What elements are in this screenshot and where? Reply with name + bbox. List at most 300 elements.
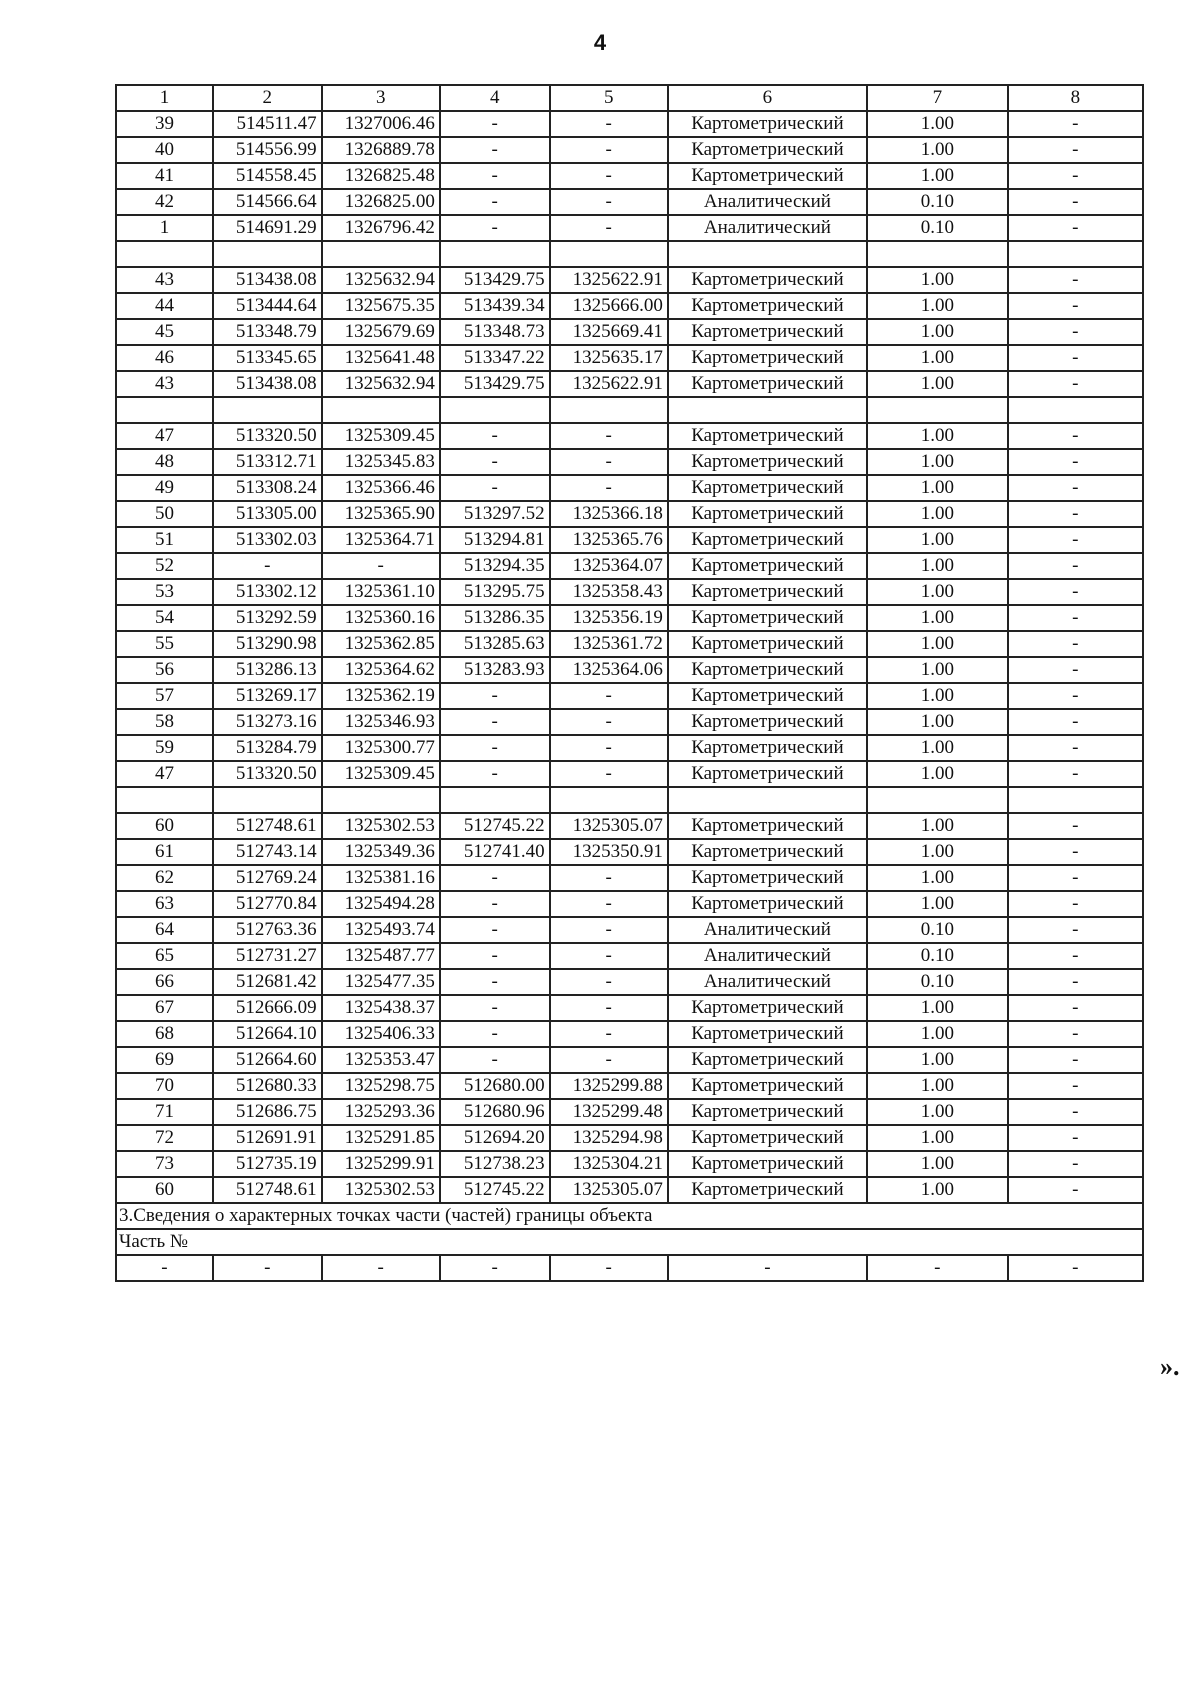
table-cell: Картометрический — [668, 475, 867, 501]
table-cell: - — [1008, 683, 1143, 709]
table-cell: Картометрический — [668, 137, 867, 163]
table-cell: 513438.08 — [213, 371, 322, 397]
table-cell: 512666.09 — [213, 995, 322, 1021]
table-row — [116, 943, 1143, 969]
table-cell: 53 — [116, 579, 213, 605]
table-cell: 41 — [116, 163, 213, 189]
table-cell: 513292.59 — [213, 605, 322, 631]
table-cell — [550, 241, 668, 267]
table-cell — [116, 241, 213, 267]
table-cell: 1.00 — [867, 657, 1008, 683]
column-header: 4 — [440, 85, 550, 111]
table-row — [116, 163, 1143, 189]
table-cell: 513294.35 — [440, 553, 550, 579]
table-cell: - — [1008, 293, 1143, 319]
table-cell: 512680.00 — [440, 1073, 550, 1099]
table-cell — [867, 397, 1008, 423]
table-cell: 0.10 — [867, 215, 1008, 241]
table-cell: 1325494.28 — [322, 891, 440, 917]
table-row — [116, 605, 1143, 631]
table-cell: - — [1008, 995, 1143, 1021]
table-cell: - — [550, 449, 668, 475]
table-cell: 61 — [116, 839, 213, 865]
table-row — [116, 319, 1143, 345]
table-cell — [550, 397, 668, 423]
table-cell: 1325304.21 — [550, 1151, 668, 1177]
table-cell: Картометрический — [668, 657, 867, 683]
table-cell: 1325299.91 — [322, 1151, 440, 1177]
table-cell: 513312.71 — [213, 449, 322, 475]
table-row — [116, 423, 1143, 449]
table-row — [116, 1021, 1143, 1047]
table-cell: 43 — [116, 267, 213, 293]
table-cell: 63 — [116, 891, 213, 917]
table-cell: 1325438.37 — [322, 995, 440, 1021]
table-row — [116, 813, 1143, 839]
table-cell: - — [1008, 527, 1143, 553]
table-cell: 1.00 — [867, 839, 1008, 865]
table-row — [116, 345, 1143, 371]
table-cell — [867, 241, 1008, 267]
table-cell: 513283.93 — [440, 657, 550, 683]
table-cell: 51 — [116, 527, 213, 553]
table-cell: - — [1008, 1255, 1143, 1281]
table-cell: 46 — [116, 345, 213, 371]
separator-row — [116, 787, 1143, 813]
table-cell: - — [550, 683, 668, 709]
table-cell: - — [1008, 761, 1143, 787]
table-cell: 512738.23 — [440, 1151, 550, 1177]
table-cell: 1325641.48 — [322, 345, 440, 371]
table-cell: 1325305.07 — [550, 1177, 668, 1203]
table-cell: 513444.64 — [213, 293, 322, 319]
table-cell: 44 — [116, 293, 213, 319]
table-cell: 512741.40 — [440, 839, 550, 865]
table-row — [116, 1125, 1143, 1151]
table-cell: 57 — [116, 683, 213, 709]
table-cell — [322, 241, 440, 267]
table-cell: Картометрический — [668, 1151, 867, 1177]
table-cell: 513273.16 — [213, 709, 322, 735]
table-row — [116, 1099, 1143, 1125]
table-row — [116, 449, 1143, 475]
table-cell: - — [440, 1047, 550, 1073]
table-cell: 513438.08 — [213, 267, 322, 293]
table-row — [116, 631, 1143, 657]
table-cell: 1325361.72 — [550, 631, 668, 657]
table-cell: 52 — [116, 553, 213, 579]
table-row — [116, 293, 1143, 319]
table-row — [116, 215, 1143, 241]
table-cell: 0.10 — [867, 943, 1008, 969]
table-cell: - — [550, 1047, 668, 1073]
table-cell: 42 — [116, 189, 213, 215]
table-cell: - — [1008, 475, 1143, 501]
table-cell: 1325361.10 — [322, 579, 440, 605]
table-cell: 1325364.07 — [550, 553, 668, 579]
table-row — [116, 501, 1143, 527]
table-row — [116, 917, 1143, 943]
table-cell: - — [440, 1255, 550, 1281]
table-row — [116, 1151, 1143, 1177]
table-cell: - — [550, 917, 668, 943]
table-cell: 1.00 — [867, 813, 1008, 839]
table-cell: 1.00 — [867, 683, 1008, 709]
table-cell: - — [550, 969, 668, 995]
table-cell — [440, 397, 550, 423]
table-cell: 512743.14 — [213, 839, 322, 865]
table-cell: - — [1008, 1151, 1143, 1177]
table-row — [116, 657, 1143, 683]
table-row — [116, 1073, 1143, 1099]
table-cell: 1325358.43 — [550, 579, 668, 605]
table-cell: 0.10 — [867, 969, 1008, 995]
separator-row — [116, 397, 1143, 423]
table-cell: 513347.22 — [440, 345, 550, 371]
table-cell: 1325350.91 — [550, 839, 668, 865]
table-cell: 514558.45 — [213, 163, 322, 189]
table-cell: - — [322, 1255, 440, 1281]
table-cell: Картометрический — [668, 1177, 867, 1203]
table-cell — [668, 397, 867, 423]
table-cell: Картометрический — [668, 423, 867, 449]
table-cell: 1325366.18 — [550, 501, 668, 527]
table-cell: 55 — [116, 631, 213, 657]
table-cell: - — [1008, 969, 1143, 995]
closing-quote-mark: ». — [1160, 1352, 1180, 1381]
table-cell: - — [1008, 891, 1143, 917]
table-cell: 45 — [116, 319, 213, 345]
table-cell: - — [440, 761, 550, 787]
table-cell: Картометрический — [668, 111, 867, 137]
table-row — [116, 1047, 1143, 1073]
table-cell: Картометрический — [668, 761, 867, 787]
table-cell: 0.10 — [867, 917, 1008, 943]
table-cell: 1.00 — [867, 735, 1008, 761]
table-cell: - — [1008, 943, 1143, 969]
table-cell: - — [550, 943, 668, 969]
table-cell: 1326889.78 — [322, 137, 440, 163]
table-cell: Картометрический — [668, 1047, 867, 1073]
table-cell: - — [1008, 917, 1143, 943]
table-cell: 72 — [116, 1125, 213, 1151]
table-cell: 1325302.53 — [322, 1177, 440, 1203]
table-cell: 512748.61 — [213, 813, 322, 839]
table-cell: Картометрический — [668, 605, 867, 631]
table-cell: - — [1008, 345, 1143, 371]
table-cell: - — [1008, 839, 1143, 865]
table-cell: - — [440, 683, 550, 709]
table-cell: 54 — [116, 605, 213, 631]
table-row — [116, 865, 1143, 891]
table-cell: 1.00 — [867, 267, 1008, 293]
table-cell: 56 — [116, 657, 213, 683]
table-cell: - — [1008, 267, 1143, 293]
table-cell — [1008, 787, 1143, 813]
table-cell — [116, 787, 213, 813]
table-cell — [668, 787, 867, 813]
table-cell: 39 — [116, 111, 213, 137]
table-cell: 513439.34 — [440, 293, 550, 319]
table-cell: 47 — [116, 761, 213, 787]
table-row — [116, 267, 1143, 293]
table-cell: 513295.75 — [440, 579, 550, 605]
table-cell — [1008, 397, 1143, 423]
table-cell: 60 — [116, 813, 213, 839]
table-cell: 73 — [116, 1151, 213, 1177]
table-cell: - — [440, 189, 550, 215]
table-cell: 1325365.90 — [322, 501, 440, 527]
table-cell: 1.00 — [867, 137, 1008, 163]
table-cell: - — [440, 137, 550, 163]
table-cell: Аналитический — [668, 943, 867, 969]
table-cell: 514691.29 — [213, 215, 322, 241]
table-cell — [440, 787, 550, 813]
table-cell: 512664.10 — [213, 1021, 322, 1047]
table-cell: Аналитический — [668, 969, 867, 995]
table-cell: 512680.96 — [440, 1099, 550, 1125]
table-cell: 1325302.53 — [322, 813, 440, 839]
table-cell: 513290.98 — [213, 631, 322, 657]
table-cell: 47 — [116, 423, 213, 449]
table-cell: 514566.64 — [213, 189, 322, 215]
table-cell: 1.00 — [867, 1047, 1008, 1073]
table-cell: 1325309.45 — [322, 761, 440, 787]
separator-row — [116, 241, 1143, 267]
table-cell: 1325669.41 — [550, 319, 668, 345]
table-cell: - — [116, 1255, 213, 1281]
table-cell: 58 — [116, 709, 213, 735]
table-cell: Картометрический — [668, 163, 867, 189]
table-cell: 1325362.85 — [322, 631, 440, 657]
table-row — [116, 709, 1143, 735]
coordinates-table — [115, 84, 1144, 1282]
table-cell: Картометрический — [668, 1073, 867, 1099]
table-cell: 0.10 — [867, 189, 1008, 215]
table-cell: 1325493.74 — [322, 917, 440, 943]
table-cell: Картометрический — [668, 683, 867, 709]
page-number: 4 — [593, 30, 607, 55]
table-cell: - — [1008, 735, 1143, 761]
table-cell: - — [1008, 605, 1143, 631]
table-row — [116, 995, 1143, 1021]
table-cell: 62 — [116, 865, 213, 891]
table-cell: - — [550, 423, 668, 449]
table-cell: - — [1008, 553, 1143, 579]
table-cell: 70 — [116, 1073, 213, 1099]
table-cell: 1325679.69 — [322, 319, 440, 345]
table-cell: 1.00 — [867, 319, 1008, 345]
table-cell: - — [550, 995, 668, 1021]
table-cell: 67 — [116, 995, 213, 1021]
table-cell — [213, 241, 322, 267]
table-cell: 1.00 — [867, 1125, 1008, 1151]
table-cell: 1.00 — [867, 111, 1008, 137]
table-cell: 1325349.36 — [322, 839, 440, 865]
table-row — [116, 371, 1143, 397]
table-cell: 1.00 — [867, 891, 1008, 917]
column-header: 6 — [668, 85, 867, 111]
table-cell: - — [550, 163, 668, 189]
table-cell: Картометрический — [668, 1125, 867, 1151]
table-cell: - — [1008, 215, 1143, 241]
table-cell: 1.00 — [867, 1151, 1008, 1177]
table-cell: - — [550, 1255, 668, 1281]
table-cell: Картометрический — [668, 319, 867, 345]
table-cell: 513429.75 — [440, 267, 550, 293]
table-cell: 1325364.06 — [550, 657, 668, 683]
table-cell: 59 — [116, 735, 213, 761]
table-cell: 513285.63 — [440, 631, 550, 657]
table-cell — [322, 397, 440, 423]
table-cell: 65 — [116, 943, 213, 969]
table-cell: 50 — [116, 501, 213, 527]
table-row — [116, 189, 1143, 215]
table-row — [116, 1177, 1143, 1203]
table-cell: 1.00 — [867, 501, 1008, 527]
table-cell: Аналитический — [668, 189, 867, 215]
table-cell: 513308.24 — [213, 475, 322, 501]
column-header: 1 — [116, 85, 213, 111]
table-cell: Картометрический — [668, 813, 867, 839]
table-cell: - — [1008, 1047, 1143, 1073]
table-cell: 1325365.76 — [550, 527, 668, 553]
table-cell: 60 — [116, 1177, 213, 1203]
table-cell: - — [550, 189, 668, 215]
table-cell: 1.00 — [867, 1099, 1008, 1125]
table-row — [116, 839, 1143, 865]
table-cell: 1326825.00 — [322, 189, 440, 215]
table-cell: Картометрический — [668, 449, 867, 475]
table-cell: 1325366.46 — [322, 475, 440, 501]
table-cell — [550, 787, 668, 813]
table-cell: - — [550, 475, 668, 501]
table-row — [116, 527, 1143, 553]
table-cell: Картометрический — [668, 709, 867, 735]
table-cell: 512763.36 — [213, 917, 322, 943]
table-cell: 1325622.91 — [550, 267, 668, 293]
table-cell: 1.00 — [867, 1021, 1008, 1047]
table-cell: - — [1008, 163, 1143, 189]
table-cell: Картометрический — [668, 865, 867, 891]
table-cell: - — [1008, 813, 1143, 839]
table-cell: Картометрический — [668, 267, 867, 293]
table-cell: - — [1008, 1125, 1143, 1151]
table-cell: 68 — [116, 1021, 213, 1047]
table-cell: - — [550, 215, 668, 241]
table-cell: 40 — [116, 137, 213, 163]
table-row — [116, 683, 1143, 709]
table-cell: 512694.20 — [440, 1125, 550, 1151]
table-cell: 1325666.00 — [550, 293, 668, 319]
table-cell: Картометрический — [668, 839, 867, 865]
table-cell: 513429.75 — [440, 371, 550, 397]
table-cell: Картометрический — [668, 527, 867, 553]
table-cell: 1.00 — [867, 995, 1008, 1021]
table-cell: 513284.79 — [213, 735, 322, 761]
table-cell: - — [550, 111, 668, 137]
table-row — [116, 553, 1143, 579]
table-cell: - — [1008, 501, 1143, 527]
table-cell: - — [550, 865, 668, 891]
table-cell: 1325487.77 — [322, 943, 440, 969]
part-label: Часть № — [116, 1229, 1143, 1255]
table-cell: 512745.22 — [440, 813, 550, 839]
table-row — [116, 137, 1143, 163]
table-cell: - — [440, 891, 550, 917]
table-row — [116, 969, 1143, 995]
table-cell: 1325356.19 — [550, 605, 668, 631]
table-cell: 1325360.16 — [322, 605, 440, 631]
table-cell — [440, 241, 550, 267]
table-cell: 512686.75 — [213, 1099, 322, 1125]
column-header: 5 — [550, 85, 668, 111]
table-cell: 1.00 — [867, 475, 1008, 501]
table-cell: - — [1008, 865, 1143, 891]
table-cell: - — [440, 163, 550, 189]
table-cell: 512680.33 — [213, 1073, 322, 1099]
table-cell: - — [440, 917, 550, 943]
table-cell: - — [1008, 371, 1143, 397]
table-cell: - — [668, 1255, 867, 1281]
table-cell: 513320.50 — [213, 761, 322, 787]
table-cell: - — [550, 709, 668, 735]
table-cell: - — [440, 111, 550, 137]
table-cell: 1326825.48 — [322, 163, 440, 189]
table-cell: 1.00 — [867, 709, 1008, 735]
table-cell: 513286.35 — [440, 605, 550, 631]
table-cell: 1325632.94 — [322, 267, 440, 293]
table-cell: Аналитический — [668, 215, 867, 241]
table-cell: 1325298.75 — [322, 1073, 440, 1099]
table-cell: 512735.19 — [213, 1151, 322, 1177]
table-cell: Картометрический — [668, 293, 867, 319]
table-cell: 43 — [116, 371, 213, 397]
table-cell: 66 — [116, 969, 213, 995]
table-cell: 1325346.93 — [322, 709, 440, 735]
table-cell: - — [550, 761, 668, 787]
table-cell: - — [1008, 1021, 1143, 1047]
table-cell: Картометрический — [668, 891, 867, 917]
table-cell: - — [440, 865, 550, 891]
table-row — [116, 111, 1143, 137]
table-cell: 1.00 — [867, 1073, 1008, 1099]
table-cell — [322, 787, 440, 813]
table-cell: 1.00 — [867, 527, 1008, 553]
table-cell: 48 — [116, 449, 213, 475]
table-cell: - — [550, 891, 668, 917]
table-cell: - — [550, 1021, 668, 1047]
column-header: 3 — [322, 85, 440, 111]
column-header: 8 — [1008, 85, 1143, 111]
table-cell — [1008, 241, 1143, 267]
table-cell: Картометрический — [668, 1021, 867, 1047]
table-cell: 512745.22 — [440, 1177, 550, 1203]
table-cell: 1325362.19 — [322, 683, 440, 709]
table-cell: - — [440, 943, 550, 969]
table-cell: 1326796.42 — [322, 215, 440, 241]
table-cell: - — [550, 137, 668, 163]
table-cell: - — [1008, 579, 1143, 605]
table-cell — [213, 397, 322, 423]
table-cell: 513269.17 — [213, 683, 322, 709]
table-cell: 1325291.85 — [322, 1125, 440, 1151]
table-cell: 1325364.71 — [322, 527, 440, 553]
table-cell: 512770.84 — [213, 891, 322, 917]
table-cell: 513302.03 — [213, 527, 322, 553]
part-label-row — [116, 1229, 1143, 1255]
table-cell: 513320.50 — [213, 423, 322, 449]
